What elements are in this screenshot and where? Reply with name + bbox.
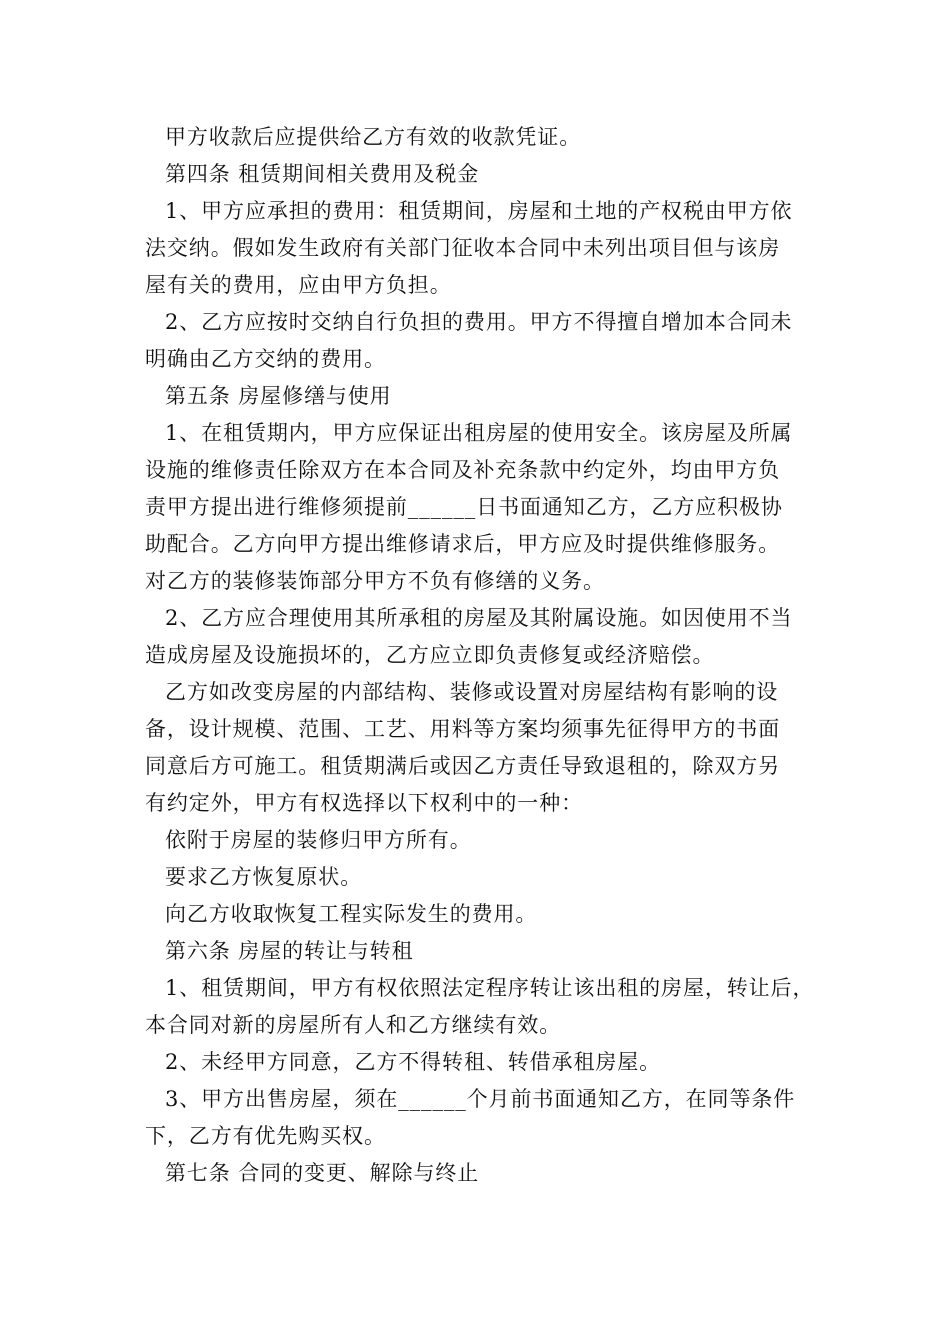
paragraph-line: 向乙方收取恢复工程实际发生的费用。 [165, 902, 538, 926]
paragraph-line: 对乙方的装修装饰部分甲方不负有修缮的义务。 [145, 569, 605, 593]
paragraph-line: 2、未经甲方同意，乙方不得转租、转借承租房屋。 [165, 1050, 662, 1074]
section-heading: 第四条 租赁期间相关费用及税金 [165, 162, 480, 186]
paragraph-line: 乙方如改变房屋的内部结构、装修或设置对房屋结构有影响的设 [165, 680, 779, 704]
paragraph-line: 2、乙方应按时交纳自行负担的费用。甲方不得擅自增加本合同未 [165, 310, 793, 334]
section-heading: 第五条 房屋修缮与使用 [165, 384, 392, 408]
paragraph-line: 甲方收款后应提供给乙方有效的收款凭证。 [165, 125, 582, 149]
paragraph-line: 要求乙方恢复原状。 [165, 865, 363, 889]
paragraph-line: 造成房屋及设施损坏的，乙方应立即负责修复或经济赔偿。 [145, 643, 715, 667]
paragraph-line: 法交纳。假如发生政府有关部门征收本合同中未列出项目但与该房 [145, 236, 781, 260]
paragraph-line: 备，设计规模、范围、工艺、用料等方案均须事先征得甲方的书面 [145, 717, 781, 741]
paragraph-line: 明确由乙方交纳的费用。 [145, 347, 386, 371]
paragraph-line: 3、甲方出售房屋，须在______个月前书面通知乙方，在同等条件 [165, 1087, 796, 1111]
paragraph-line: 助配合。乙方向甲方提出维修请求后，甲方应及时提供维修服务。 [145, 532, 781, 556]
paragraph-line: 2、乙方应合理使用其所承租的房屋及其附属设施。如因使用不当 [165, 606, 793, 630]
section-heading: 第六条 房屋的转让与转租 [165, 939, 414, 963]
paragraph-line: 有约定外，甲方有权选择以下权利中的一种： [145, 791, 583, 815]
paragraph-line: 本合同对新的房屋所有人和乙方继续有效。 [145, 1013, 562, 1037]
paragraph-line: 1、甲方应承担的费用：租赁期间，房屋和土地的产权税由甲方依 [165, 199, 793, 223]
paragraph-line: 依附于房屋的装修归甲方所有。 [165, 828, 472, 852]
paragraph-line: 1、租赁期间，甲方有权依照法定程序转让该出租的房屋，转让后， [165, 976, 815, 1000]
paragraph-line: 同意后方可施工。租赁期满后或因乙方责任导致退租的，除双方另 [145, 754, 781, 778]
section-heading: 第七条 合同的变更、解除与终止 [165, 1161, 480, 1185]
paragraph-line: 责甲方提出进行维修须提前______日书面通知乙方，乙方应积极协 [145, 495, 783, 519]
paragraph-line: 下，乙方有优先购买权。 [145, 1124, 386, 1148]
paragraph-line: 屋有关的费用，应由甲方负担。 [145, 273, 452, 297]
paragraph-line: 设施的维修责任除双方在本合同及补充条款中约定外，均由甲方负 [145, 458, 781, 482]
paragraph-line: 1、在租赁期内，甲方应保证出租房屋的使用安全。该房屋及所属 [165, 421, 793, 445]
